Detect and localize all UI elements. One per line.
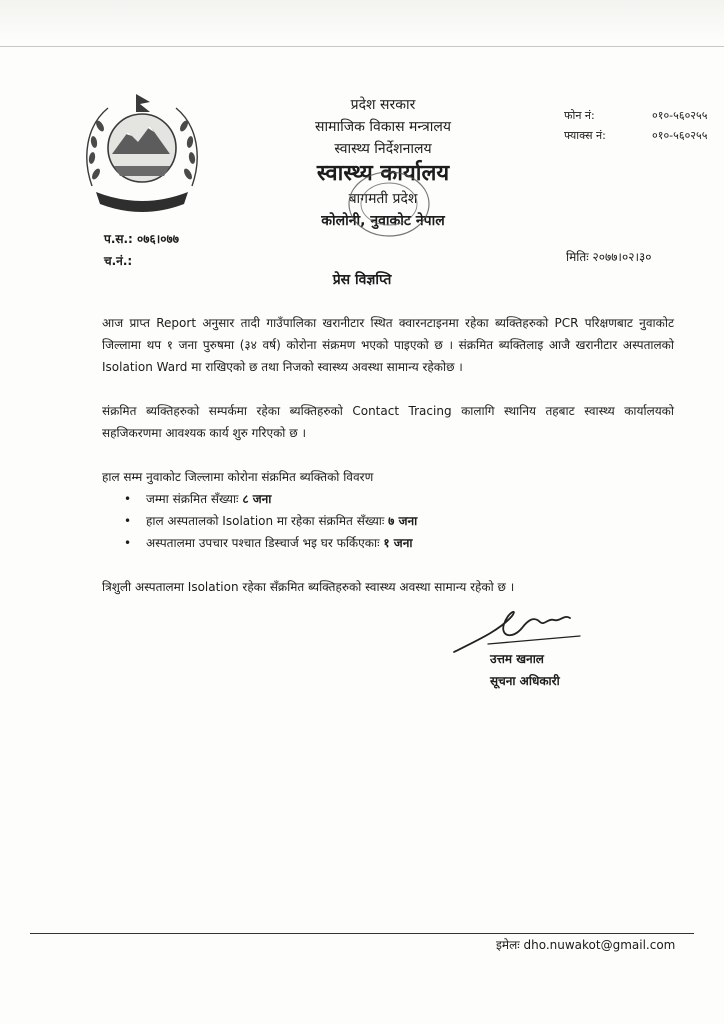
paragraph-contact-tracing: संक्रमित ब्यक्तिहरुको सम्पर्कमा रहेका ब्यक्तिहरुको Contact Tracing कालागि स्थानिय तहबाट स्वास्थ्य कार्यालयको सहजिकरणमा आवश्यक कार्य शुरु गरिएको छ ।: [102, 404, 674, 440]
government-name: प्रदेश सरकार: [350, 97, 416, 113]
phone-row: [564, 106, 707, 126]
email-address: dho.nuwakot@gmail.com: [523, 938, 676, 952]
case-summary-heading: हाल सम्म नुवाकोट जिल्लामा कोरोना संक्रमित ब्यक्तिको विवरण: [102, 470, 374, 484]
document-title: प्रेस विज्ञप्ति: [332, 272, 392, 288]
directorate-name: स्वास्थ्य निर्देशनालय: [334, 141, 432, 157]
case-value: १ जना: [383, 536, 413, 550]
reference-block: [104, 228, 179, 272]
case-value: ७ जना: [388, 514, 418, 528]
signatory-block: [490, 648, 560, 692]
case-label: अस्पतालमा उपचार पश्चात डिस्चार्ज भइ घर फर्किएकाः: [146, 536, 380, 550]
ministry-name: सामाजिक विकास मन्त्रालय: [315, 119, 451, 135]
fax-number: ०१०-५६०२५५: [652, 129, 708, 142]
paragraph-new-case: आज प्राप्त Report अनुसार तादी गाउँपालिका खरानीटार स्थित क्वारनटाइनमा रहेका ब्यक्तिहरुको PCR परिक्षणबाट नुवाकोट जिल्लामा थप १ जना पुरुषमा (३४ वर्ष) कोरोना संक्रमण भएको पाइएको छ । संक्रमित ब्यक्तिलाइ आजै खरानीटार अस्पतालको Isolation Ward मा राखिएको छ तथा निजको स्वास्थ्य अवस्था सामान्य रहेकोछ ।: [102, 316, 674, 374]
phone-number: ०१०-५६०२५५: [652, 109, 708, 122]
case-label: हाल अस्पतालको Isolation मा रहेका संक्रमित सँख्याः: [146, 514, 385, 528]
paragraph-isolation-status: त्रिशुली अस्पतालमा Isolation रहेका सँक्रमित ब्यक्तिहरुको स्वास्थ्य अवस्था सामान्य रहेको छ ।: [102, 580, 515, 594]
signatory-title: सूचना अधिकारी: [490, 674, 560, 688]
page-top-rule: [0, 46, 724, 47]
list-item: [102, 488, 674, 510]
office-name: स्वास्थ्य कार्यालय: [316, 161, 450, 186]
fax-row: [564, 126, 707, 146]
fax-label: फ्याक्स नं:: [564, 129, 606, 142]
fiscal-year-ref: प.स.: ०७६।०७७: [104, 232, 180, 246]
office-seal-icon: [346, 168, 432, 240]
dispatch-number: च.नं.:: [104, 254, 133, 268]
footer-rule: [30, 933, 694, 934]
letter-body: [102, 312, 674, 620]
list-item: [102, 532, 674, 554]
signatory-name: उत्तम खनाल: [490, 652, 544, 666]
nepal-emblem-icon: [78, 88, 206, 220]
footer-email: [496, 936, 675, 953]
list-item: [102, 510, 674, 532]
case-value: ८ जना: [242, 492, 272, 506]
contact-block: [564, 106, 707, 146]
page-top-edge: [0, 0, 724, 40]
email-label: इमेलः: [496, 938, 520, 952]
letter-date: मितिः २०७७।०२।३०: [566, 250, 652, 264]
case-summary-list: [102, 488, 674, 554]
case-label: जम्मा संक्रमित सँख्याः: [146, 492, 239, 506]
province-name: बागमती प्रदेश: [348, 191, 418, 207]
phone-label: फोन नं:: [564, 109, 595, 122]
office-address: कोलोनी, नुवाकोट नेपाल: [321, 213, 445, 229]
